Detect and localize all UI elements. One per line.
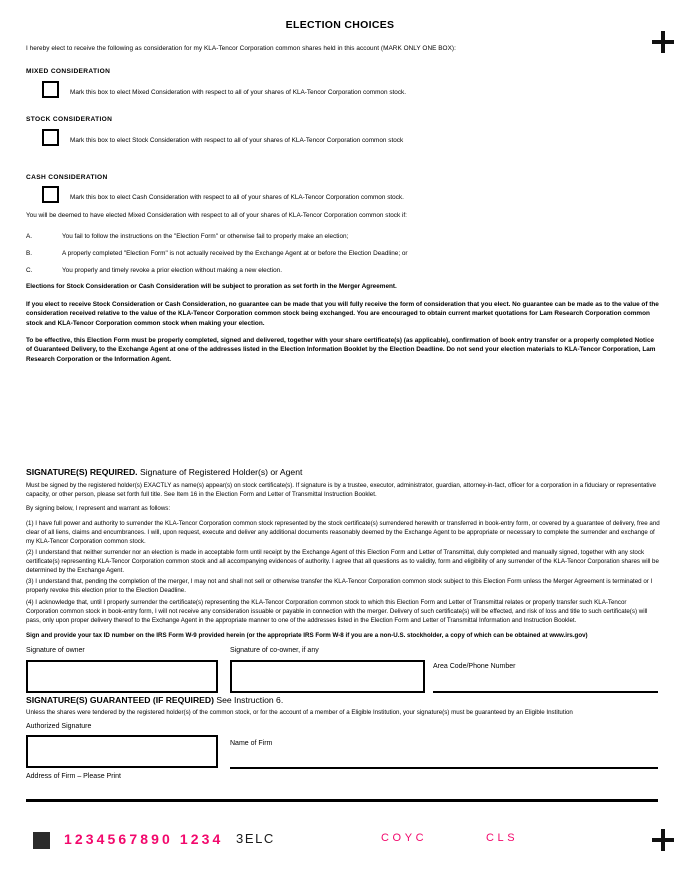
label-address-of-firm: Address of Firm – Please Print — [26, 773, 121, 780]
account-number-code: 1234567890 1234 — [64, 831, 224, 847]
representation-1: (1) I have full power and authority to surrender the KLA-Tencor Corporation common stock represented by the stock certificate(s) surrendered herewith or transferred in book-entry form, or covered by a guarantee of delivery, free and clear of all liens, claims and encumbrances. I will, upon request, execute and deliver any additional documents reasonably deemed by the Exchange Agent to be appropriate or necessary to complete the surrender and exchange of my KLA-Tencor Corporation common stock. — [26, 520, 660, 546]
label-area-code-phone: Area Code/Phone Number — [433, 663, 516, 670]
signature-of-coowner-field[interactable] — [230, 660, 425, 693]
signatures-guaranteed-heading-strong: SIGNATURE(S) GUARANTEED (IF REQUIRED) — [26, 695, 214, 705]
name-of-firm-field[interactable] — [230, 767, 658, 769]
tax-id-note: Sign and provide your tax ID number on the IRS Form W-9 provided herein (or the appropriate IRS Form W-8 if you are a non-U.S. stockholder, a copy of which can be obtained at www.irs.gov) — [26, 632, 588, 639]
checkbox-label-stock: Mark this box to elect Stock Consideration with respect to all of your shares of KLA-Tencor Corporation common stock — [70, 137, 404, 144]
signatures-required-heading — [26, 467, 302, 478]
proration-notice: Elections for Stock Consideration or Cash Consideration will be subject to proration as set forth in the Merger Agreement. — [26, 283, 397, 290]
deemed-item-a-letter: A. — [26, 233, 33, 240]
form-code: 3ELC — [236, 831, 275, 846]
code-cls: CLS — [486, 832, 519, 844]
checkbox-stock-consideration[interactable] — [42, 129, 59, 146]
label-name-of-firm: Name of Firm — [230, 740, 273, 747]
page-title: ELECTION CHOICES — [285, 19, 395, 31]
representation-4: (4) I acknowledge that, until I properly surrender the certificate(s) representing the KLA-Tencor Corporation common stock to which this Election Form and Letter of Transmittal relates or properly transfer such KLA-Tencor Corporation common stock in book-entry form, I will not receive any consideration issuable or payable in connection with the merger. Delivery of such certificate(s) will be effected, and risk of loss and title to such certificate(s) will pass, only upon proper delivery thereof to the Exchange Agent in the appropriate manner to one of the addresses listed in the Election Form and Letter of Transmittal Information and Instruction Booklet. — [26, 599, 648, 625]
signatures-required-heading-rest: Signature of Registered Holder(s) or Agent — [137, 467, 303, 477]
section-heading-mixed: MIXED CONSIDERATION — [26, 68, 111, 75]
checkbox-cash-consideration[interactable] — [42, 186, 59, 203]
label-signature-of-coowner: Signature of co-owner, if any — [230, 647, 319, 654]
deemed-item-c-letter: C. — [26, 267, 33, 274]
intro-text: I hereby elect to receive the following as consideration for my KLA-Tencor Corporation common shares held in this account (MARK ONLY ONE BOX): — [26, 45, 456, 52]
registration-cross-icon — [652, 31, 674, 53]
checkbox-label-mixed: Mark this box to elect Mixed Consideration with respect to all of your shares of KLA-Tencor Corporation common stock. — [70, 89, 407, 96]
authorized-signature-field[interactable] — [26, 735, 218, 768]
representation-3: (3) I understand that, pending the completion of the merger, I may not and shall not sell or otherwise transfer the KLA-Tencor Corporation common stock subject to this Election Form unless the Merger Agreement is terminated or I properly revoke this election prior to the Election Deadline. — [26, 578, 653, 595]
timing-mark-icon — [33, 832, 50, 849]
by-signing-note: By signing below, I represent and warrant as follows: — [26, 505, 171, 512]
label-signature-of-owner: Signature of owner — [26, 647, 85, 654]
signatures-guaranteed-heading — [26, 695, 283, 706]
deemed-election-lead: You will be deemed to have elected Mixed Consideration with respect to all of your shares of KLA-Tencor Corporation common stock if: — [26, 212, 407, 219]
signatures-required-heading-strong: SIGNATURE(S) REQUIRED. — [26, 467, 138, 477]
checkbox-label-cash: Mark this box to elect Cash Consideration with respect to all of your shares of KLA-Tencor Corporation common stock. — [70, 194, 404, 201]
signatures-guaranteed-heading-rest: See Instruction 6. — [213, 695, 284, 705]
checkbox-mixed-consideration[interactable] — [42, 81, 59, 98]
code-coyc: COYC — [381, 832, 428, 844]
guarantee-note: Unless the shares were tendered by the registered holder(s) of the common stock, or for the account of a member of a Eligible Institution, your signature(s) must be guaranteed by an Eligible Institution — [26, 709, 573, 716]
label-authorized-signature: Authorized Signature — [26, 723, 92, 730]
deemed-item-a-text: You fail to follow the instructions on the "Election Form" or otherwise fail to properly make an election; — [62, 233, 349, 240]
effective-delivery-notice: To be effective, this Election Form must be properly completed, signed and delivered, together with your share certificate(s) (as applicable), confirmation of book entry transfer or a properly completed Notice of Guaranteed Delivery, to the Exchange Agent at one of the addresses listed in the Election Information Booklet by the Election Deadline. Do not send your election materials to KLA-Tencor Corporation, Lam Research Corporation or the Information Agent. — [26, 337, 656, 363]
section-heading-stock: STOCK CONSIDERATION — [26, 116, 113, 123]
deemed-item-b-text: A properly completed "Election Form" is not actually received by the Exchange Agent at or before the Election Deadline; or — [62, 250, 408, 257]
deemed-item-b-letter: B. — [26, 250, 33, 257]
must-be-signed-note: Must be signed by the registered holder(s) EXACTLY as name(s) appear(s) on stock certificate(s). If signature is by a trustee, executor, administrator, guardian, attorney-in-fact, officer for a corporation in a fiduciary or representative capacity, or other person, please set forth full title. See Item 16 in the Election Form and Letter of Transmittal Instruction Booklet. — [26, 482, 657, 499]
area-code-phone-field[interactable] — [433, 691, 658, 693]
section-heading-cash: CASH CONSIDERATION — [26, 174, 108, 181]
representation-2: (2) I understand that neither surrender nor an election is made in acceptable form until receipt by the Exchange Agent of this Election Form and Letter of Transmittal, duly completed and manually signed, together with any stock certificate(s) representing KLA-Tencor Corporation common stock and all accompanying evidences of authority. I agree that all questions as to validity, form and eligibility of any surrender of the KLA-Tencor Corporation shares will be determined by the Exchange Agent. — [26, 549, 659, 575]
signature-of-owner-field[interactable] — [26, 660, 218, 693]
no-guarantee-notice: If you elect to receive Stock Consideration or Cash Consideration, no guarantee can be made that you will fully receive the form of consideration that you elect. No guarantee can be made as to the value of the consideration received relative to the value of the KLA-Tencor Corporation common stock being exchanged. You are encouraged to obtain current market quotations for Lam Research Corporation common stock and KLA-Tencor Corporation common stock when making your election. — [26, 301, 659, 327]
address-of-firm-field[interactable] — [26, 799, 658, 802]
deemed-item-c-text: You properly and timely revoke a prior election without making a new election. — [62, 267, 283, 274]
registration-cross-icon — [652, 829, 674, 851]
